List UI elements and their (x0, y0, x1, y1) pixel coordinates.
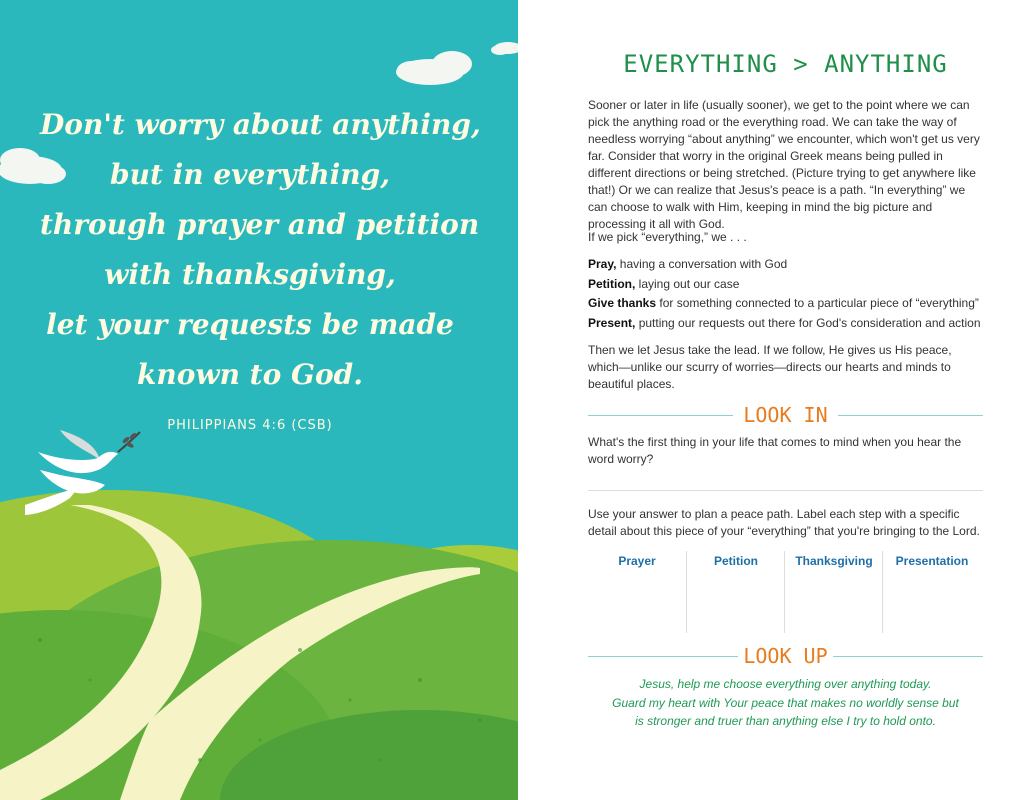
look-in-question: What's the first thing in your life that comes to mind when you hear the word worry? (588, 435, 962, 466)
answer-line[interactable] (588, 490, 983, 491)
look-up-heading (588, 644, 983, 668)
intro-paragraph: Sooner or later in life (usually sooner), we get to the point where we can pick the anything road or the everything road. We can take the way of needless worrying “about anything” we encounter, which won't get us very far. Consider that worry in the original Greek means being pulled in different directions or being stretched. (Picture trying to get anywhere like that!) Or we can realize that Jesus's peace is a path. “In everything” we can choose to walk with Him, keeping in mind the big picture and processing it all with God. (588, 98, 980, 231)
cloud-icon (491, 42, 518, 55)
prayer-text (588, 675, 983, 731)
prayer-line: Jesus, help me choose everything over anything today. (639, 677, 932, 691)
column-prayer[interactable]: Prayer (618, 554, 656, 568)
column-petition[interactable]: Petition (686, 551, 785, 633)
divider (588, 415, 733, 416)
follow-paragraph: Then we let Jesus take the lead. If we follow, He gives us His peace, which—unlike our scurry of worries—directs our hearts and minds to beautiful places. (588, 343, 952, 391)
list-item: Pray, having a conversation with God (588, 257, 788, 271)
scripture-reference: PHILIPPIANS 4:6 (CSB) (167, 418, 333, 433)
quote-line: known to God. (137, 358, 363, 391)
section-label: LOOK UP (743, 644, 828, 668)
scripture-quote (40, 100, 481, 400)
page-title: EVERYTHING > ANYTHING (623, 50, 948, 78)
pick-line: If we pick “everything,” we . . . (588, 230, 747, 244)
prayer-line: Guard my heart with Your peace that makes no worldly sense but (612, 695, 959, 710)
divider (833, 656, 983, 657)
devotional-page (518, 0, 1035, 800)
quote-line: but in everything, (110, 158, 390, 191)
action-list (588, 255, 983, 334)
quote-line: through prayer and petition (40, 208, 480, 241)
divider (838, 415, 983, 416)
list-item: Petition, laying out our case (588, 276, 740, 291)
look-in-heading (588, 403, 983, 427)
quote-line: Don't worry about anything, (40, 108, 481, 141)
quote-line: let your requests be made (46, 308, 454, 341)
column-presentation[interactable]: Presentation (882, 551, 981, 633)
column-thanksgiving[interactable]: Thanksgiving (784, 551, 883, 633)
peace-path-columns (588, 551, 983, 633)
look-in-instruction: Use your answer to plan a peace path. Label each step with a specific detail about this piece of your “everything” that you're bringing to the Lord. (588, 507, 980, 538)
section-label: LOOK IN (743, 403, 828, 427)
quote-line: with thanksgiving, (104, 258, 396, 291)
cloud-icon (396, 51, 472, 85)
prayer-line: is stronger and truer than anything else I try to hold onto. (635, 714, 936, 728)
list-item: Present, putting our requests out there for God's consideration and action (588, 316, 981, 331)
divider (588, 656, 738, 657)
list-item: Give thanks for something connected to a particular piece of “everything” (588, 296, 979, 311)
